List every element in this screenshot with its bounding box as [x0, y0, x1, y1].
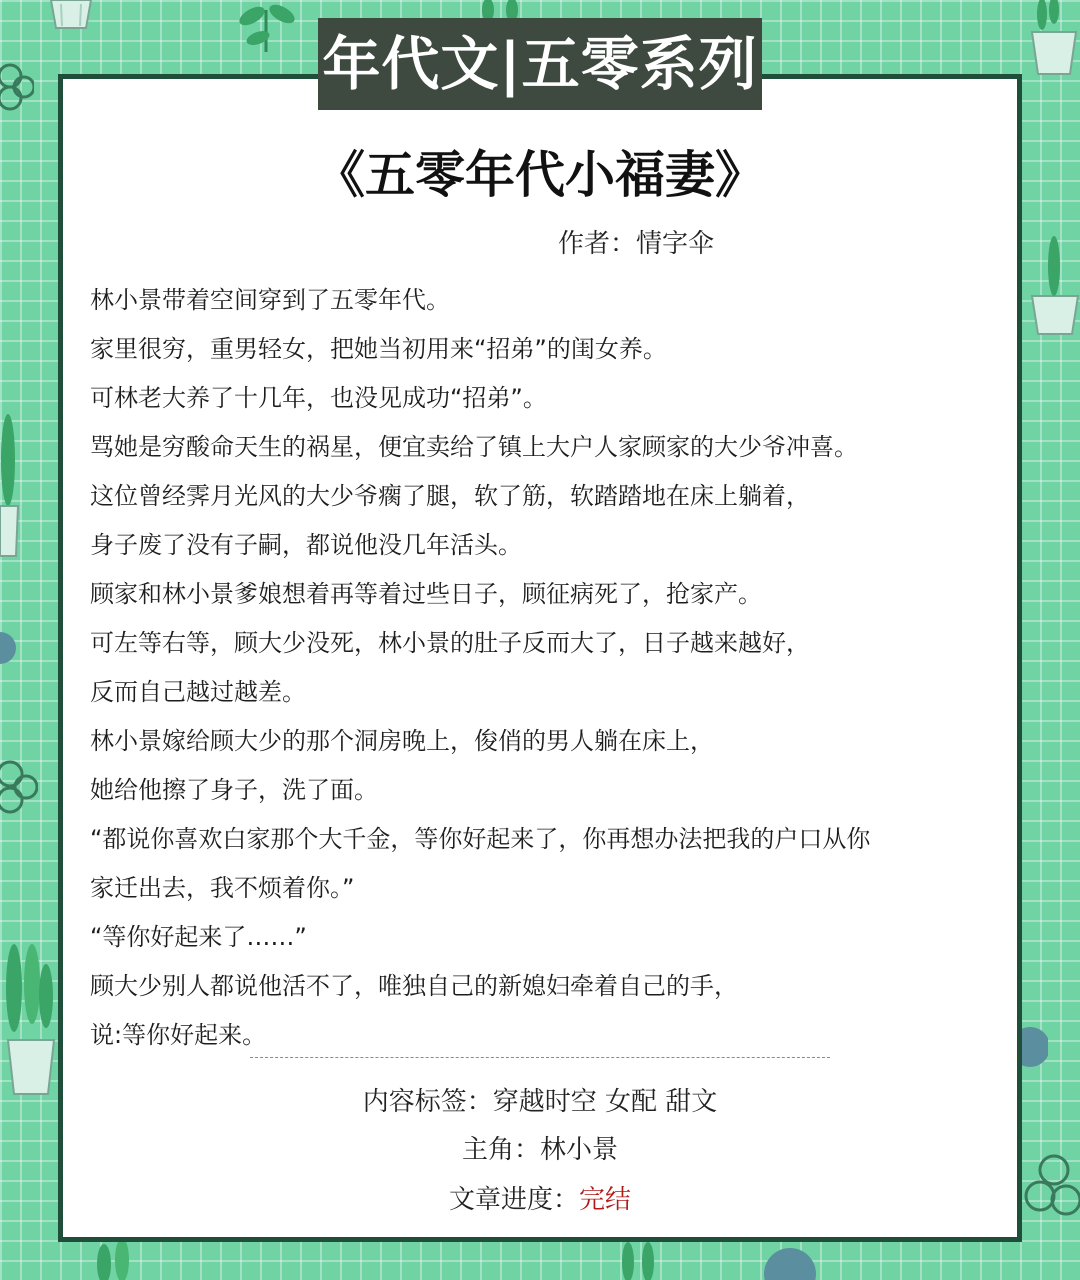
- synopsis-line: 顾大少别人都说他活不了，唯独自己的新媳妇牵着自己的手，: [90, 972, 738, 1000]
- synopsis-line: 顾家和林小景爹娘想着再等着过些日子，顾征病死了，抢家产。: [90, 580, 762, 608]
- flower-outline-icon: [0, 758, 38, 828]
- tags-value: 穿越时空 女配 甜文: [492, 1087, 718, 1117]
- synopsis-line: 可林老大养了十几年，也没见成功“招弟”。: [90, 384, 547, 412]
- potted-plant-icon: [612, 1240, 668, 1280]
- synopsis-line: 林小景带着空间穿到了五零年代。: [90, 286, 450, 314]
- synopsis-line: 骂她是穷酸命天生的祸星，便宜卖给了镇上大户人家顾家的大少爷冲喜。: [90, 433, 858, 461]
- synopsis-line: 林小景嫁给顾大少的那个洞房晚上，俊俏的男人躺在床上，: [90, 727, 714, 755]
- book-title: 《五零年代小福妻》: [315, 146, 765, 204]
- potted-plant-icon: [46, 0, 96, 30]
- potted-plant-icon: [0, 410, 20, 558]
- progress-line: [0, 1180, 1080, 1220]
- polka-dot: [1022, 1022, 1048, 1072]
- flower-outline-icon: [0, 62, 34, 124]
- tags-label: 内容标签：: [362, 1087, 493, 1117]
- synopsis-line: “都说你喜欢白家那个大千金，等你好起来了，你再想办法把我的户口从你: [90, 825, 871, 853]
- protagonist-line: [0, 1130, 1080, 1170]
- synopsis-line: 这位曾经霁月光风的大少爷瘸了腿，软了筋，软踏踏地在床上躺着，: [90, 482, 810, 510]
- polka-dot: [0, 628, 16, 668]
- synopsis-line: 说:等你好起来。: [90, 1021, 267, 1049]
- progress-status: 完结: [579, 1185, 632, 1215]
- progress-label: 文章进度：: [448, 1185, 579, 1215]
- synopsis-line: 家里很穷，重男轻女，把她当初用来“招弟”的闺女养。: [90, 335, 667, 363]
- polka-dot: [760, 1240, 820, 1280]
- author-label: 作者：: [558, 229, 637, 259]
- synopsis-line: 家迁出去，我不烦着你。”: [90, 874, 355, 902]
- synopsis-line: 她给他擦了身子，洗了面。: [90, 776, 378, 804]
- potted-plant-icon: [1028, 0, 1080, 76]
- synopsis-line: 可左等右等，顾大少没死，林小景的肚子反而大了，日子越来越好，: [90, 629, 810, 657]
- synopsis-line: “等你好起来了……”: [90, 923, 307, 951]
- potted-plant-icon: [88, 1240, 148, 1280]
- potted-plant-icon: [1024, 196, 1080, 336]
- synopsis-line: 身子废了没有子嗣，都说他没几年活头。: [90, 531, 522, 559]
- author-line: [558, 224, 714, 264]
- content-tags: [0, 1082, 1080, 1122]
- plant-leaves-icon: [228, 0, 304, 52]
- series-banner: 年代文|五零系列: [318, 18, 762, 110]
- potted-plant-icon: [0, 940, 58, 1096]
- synopsis-line: 反而自己越过越差。: [90, 678, 306, 706]
- protagonist-value: 林小景: [540, 1135, 619, 1165]
- dashed-divider: [250, 1057, 830, 1058]
- author-name: 情字伞: [636, 229, 715, 259]
- synopsis-text: [90, 276, 1010, 1060]
- protagonist-label: 主角：: [461, 1135, 540, 1165]
